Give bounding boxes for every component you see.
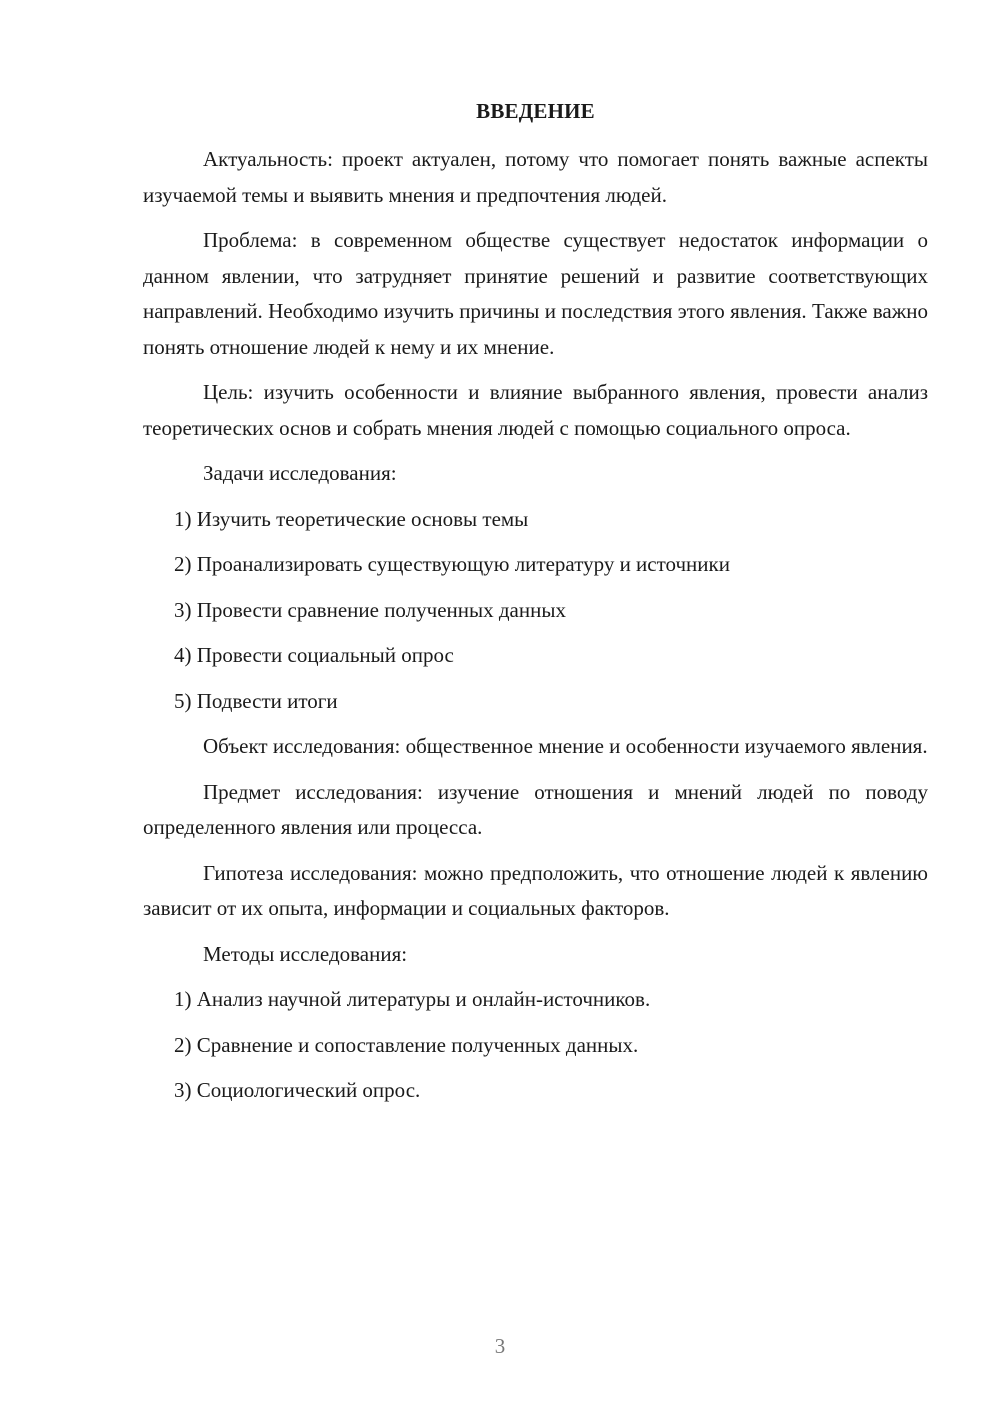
- page-title: ВВЕДЕНИЕ: [476, 99, 595, 123]
- hypothesis-paragraph: Гипотеза исследования: можно предположить, что отношение людей к явлению зависит от их опыта, информации и социальных факторов.: [143, 860, 928, 920]
- problem-paragraph: Проблема: в современном обществе существует недостаток информации о данном явлении, что затрудняет принятие решений и развитие соответствующих направлений. Необходимо изучить причины и последствия этого явления. Также важно понять отношение людей к нему и их мнение.: [143, 228, 928, 359]
- methods-heading: Методы исследования:: [203, 941, 408, 966]
- document-body: [143, 142, 928, 1119]
- task-item: 3) Провести сравнение полученных данных: [174, 597, 566, 622]
- method-item: 3) Социологический опрос.: [174, 1078, 421, 1102]
- tasks-heading: Задачи исследования:: [203, 461, 397, 485]
- task-item: 4) Провести социальный опрос: [174, 643, 454, 667]
- task-item: 2) Проанализировать существующую литературу и источники: [174, 552, 730, 576]
- relevance-paragraph: Актуальность: проект актуален, потому что помогает понять важные аспекты изучаемой темы и выявить мнения и предпочтения людей.: [143, 147, 928, 207]
- subject-paragraph: Предмет исследования: изучение отношения и мнений людей по поводу определенного явления или процесса.: [143, 779, 928, 839]
- task-item: 1) Изучить теоретические основы темы: [174, 506, 529, 531]
- page-number: 3: [494, 1334, 506, 1358]
- task-item: 5) Подвести итоги: [174, 688, 338, 713]
- goal-paragraph: Цель: изучить особенности и влияние выбранного явления, провести анализ теоретических основ и собрать мнения людей с помощью социального опроса.: [143, 380, 928, 440]
- method-item: 2) Сравнение и сопоставление полученных данных.: [174, 1032, 639, 1057]
- method-item: 1) Анализ научной литературы и онлайн-источников.: [174, 987, 651, 1011]
- object-paragraph: Объект исследования: общественное мнение и особенности изучаемого явления.: [203, 734, 928, 758]
